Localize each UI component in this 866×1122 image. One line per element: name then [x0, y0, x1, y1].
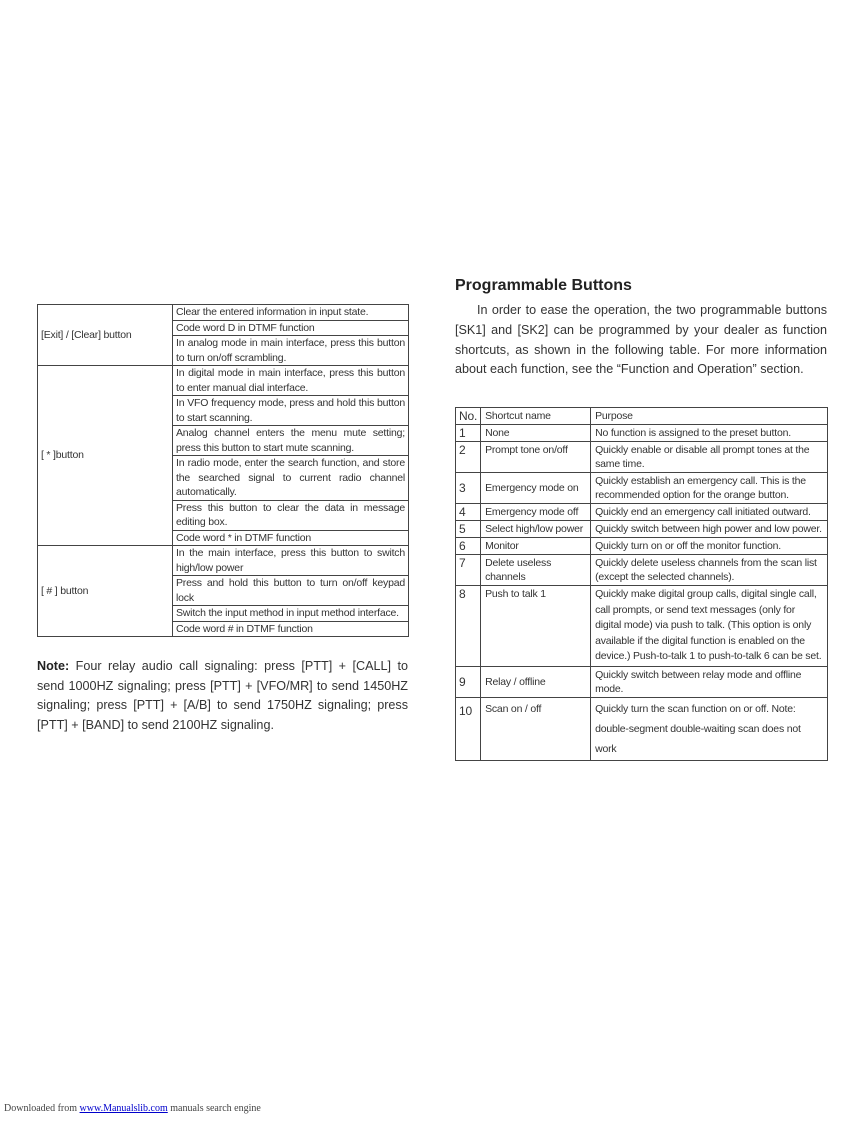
row-number: 1	[456, 425, 481, 442]
shortcut-purpose: No function is assigned to the preset button.	[591, 425, 828, 442]
description-cell: Analog channel enters the menu mute setting; press this button to start mute scanning.	[173, 426, 409, 456]
table-row	[456, 521, 828, 538]
row-number: 8	[456, 586, 481, 667]
description-cell: Code word * in DTMF function	[173, 530, 409, 546]
shortcut-purpose: Quickly establish an emergency call. This is the recommended option for the orange button.	[591, 473, 828, 504]
shortcut-purpose: Quickly end an emergency call initiated outward.	[591, 504, 828, 521]
shortcut-name: Monitor	[481, 538, 591, 555]
section-intro: In order to ease the operation, the two programmable buttons [SK1] and [SK2] can be programmed by your dealer as function shortcuts, as shown in the following table. For more information about each function, see the “Function and Operation” section.	[455, 303, 827, 377]
button-name-cell: [ # ] button	[38, 546, 173, 637]
signaling-note	[37, 657, 408, 735]
table-row	[456, 697, 828, 760]
shortcut-purpose: Quickly switch between relay mode and offline mode.	[591, 666, 828, 697]
table-row	[456, 538, 828, 555]
button-name-cell: [ * ]button	[38, 366, 173, 546]
table-row	[456, 425, 828, 442]
table-row	[38, 546, 409, 576]
shortcut-purpose: Quickly turn on or off the monitor function.	[591, 538, 828, 555]
table-row	[456, 555, 828, 586]
description-cell: Switch the input method in input method interface.	[173, 606, 409, 622]
table-row	[456, 442, 828, 473]
shortcut-name: Delete useless channels	[481, 555, 591, 586]
description-cell: Press and hold this button to turn on/off keypad lock	[173, 576, 409, 606]
shortcut-name: Emergency mode off	[481, 504, 591, 521]
shortcut-name: Select high/low power	[481, 521, 591, 538]
row-number: 9	[456, 666, 481, 697]
row-number: 7	[456, 555, 481, 586]
shortcut-purpose: Quickly switch between high power and low power.	[591, 521, 828, 538]
header-no: No.	[456, 408, 481, 425]
note-label: Note:	[37, 659, 70, 673]
table-row	[456, 666, 828, 697]
shortcut-name: Push to talk 1	[481, 586, 591, 667]
row-number: 3	[456, 473, 481, 504]
key-function-table	[37, 304, 409, 637]
footer-suffix: manuals search engine	[167, 1103, 261, 1114]
section-title: Programmable Buttons	[455, 277, 632, 294]
description-cell: Clear the entered information in input state.	[173, 305, 409, 321]
footer-prefix: Downloaded from	[4, 1103, 80, 1114]
row-number: 5	[456, 521, 481, 538]
table-row	[456, 504, 828, 521]
shortcut-name: None	[481, 425, 591, 442]
manualslib-link[interactable]: www.Manualslib.com	[79, 1103, 168, 1114]
description-cell: In digital mode in main interface, press this button to enter manual dial interface.	[173, 366, 409, 396]
table-row	[38, 366, 409, 396]
header-shortcut-name: Shortcut name	[481, 408, 591, 425]
description-cell: Press this button to clear the data in message editing box.	[173, 500, 409, 530]
download-footer	[4, 1103, 261, 1114]
table-row	[456, 586, 828, 667]
shortcut-purpose: Quickly make digital group calls, digital single call, call prompts, or send text messages (only for digital mode) via push to talk. (This option is only available if the digital function is enabled on the device.) Push-to-talk 1 to push-to-talk 6 can be set.	[591, 586, 828, 667]
header-purpose: Purpose	[591, 408, 828, 425]
shortcut-name: Relay / offline	[481, 666, 591, 697]
row-number: 2	[456, 442, 481, 473]
shortcut-table	[455, 407, 828, 761]
shortcut-purpose: Quickly turn the scan function on or off. Note: double-segment double-waiting scan does not work	[591, 697, 828, 760]
description-cell: Code word D in DTMF function	[173, 320, 409, 336]
shortcut-purpose: Quickly enable or disable all prompt tones at the same time.	[591, 442, 828, 473]
description-cell: In radio mode, enter the search function, and store the searched signal to current radio channel automatically.	[173, 456, 409, 501]
description-cell: In VFO frequency mode, press and hold this button to start scanning.	[173, 396, 409, 426]
row-number: 10	[456, 697, 481, 760]
shortcut-name: Scan on / off	[481, 697, 591, 760]
row-number: 6	[456, 538, 481, 555]
table-row	[38, 305, 409, 321]
table-header-row	[456, 408, 828, 425]
shortcut-name: Prompt tone on/off	[481, 442, 591, 473]
shortcut-purpose: Quickly delete useless channels from the scan list (except the selected channels).	[591, 555, 828, 586]
shortcut-name: Emergency mode on	[481, 473, 591, 504]
table-row	[456, 473, 828, 504]
row-number: 4	[456, 504, 481, 521]
description-cell: Code word # in DTMF function	[173, 621, 409, 637]
description-cell: In analog mode in main interface, press this button to turn on/off scrambling.	[173, 336, 409, 366]
note-text: Four relay audio call signaling: press [PTT] + [CALL] to send 1000HZ signaling; press [PTT] + [VFO/MR] to send 1450HZ signaling; press [PTT] + [A/B] to send 1750HZ signaling; press [PTT] + [BAND] to send 2100HZ signaling.	[37, 659, 408, 732]
description-cell: In the main interface, press this button to switch high/low power	[173, 546, 409, 576]
button-name-cell: [Exit] / [Clear] button	[38, 305, 173, 366]
